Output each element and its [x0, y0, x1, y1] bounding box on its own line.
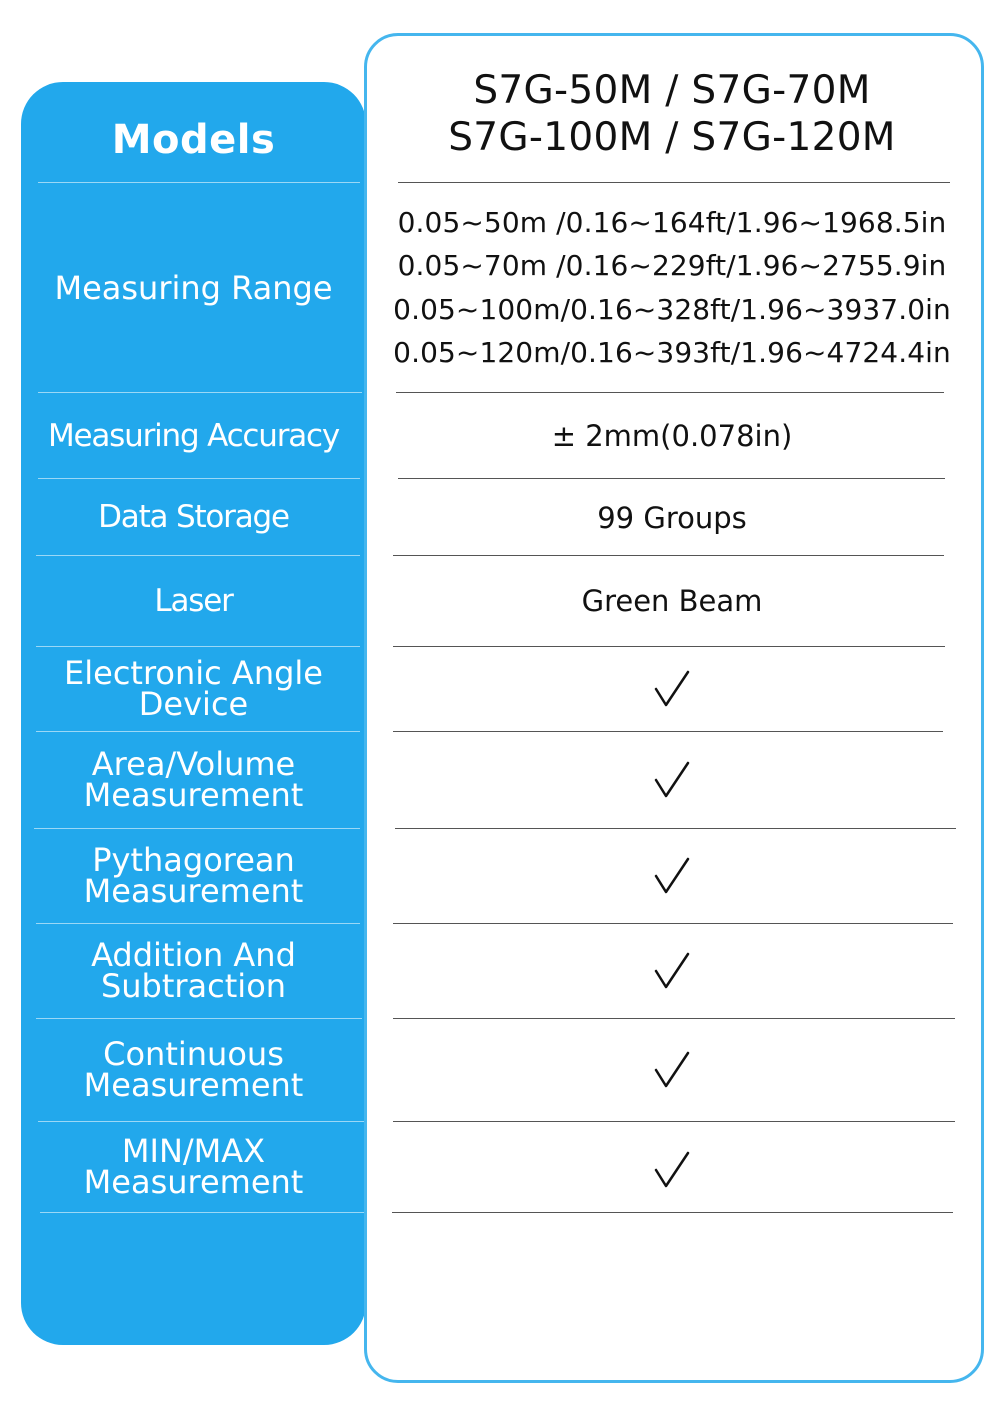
min-max-label: MIN/MAX Measurement — [83, 1132, 304, 1201]
checkmark-icon — [652, 854, 692, 898]
min-max-value-cell — [392, 1122, 952, 1218]
checkmark-icon — [652, 758, 692, 802]
checkmark-icon — [652, 1148, 692, 1192]
measuring-range-value-3: 0.05~100m/0.16~328ft/1.96~3937.0in — [393, 292, 951, 326]
continuous-value-cell — [392, 1019, 952, 1121]
measuring-accuracy-label-cell — [21, 393, 366, 479]
measuring-range-value-2: 0.05~70m /0.16~229ft/1.96~2755.9in — [397, 249, 947, 282]
measuring-accuracy-label: Measuring Accuracy — [47, 417, 340, 454]
models-header-cell — [21, 98, 366, 182]
min-max-label-cell — [21, 1122, 366, 1212]
pythagorean-label-cell — [21, 829, 366, 923]
measuring-range-value-cell — [392, 200, 952, 375]
checkmark-icon — [652, 949, 692, 993]
addition-subtraction-value-cell — [392, 924, 952, 1018]
measuring-range-label: Measuring Range — [54, 268, 333, 307]
measuring-accuracy-value: ± 2mm(0.078in) — [551, 419, 793, 453]
area-volume-label: Area/Volume Measurement — [83, 745, 304, 814]
addition-subtraction-label-cell — [21, 924, 366, 1018]
data-storage-label: Data Storage — [98, 499, 289, 535]
model-names-cell — [392, 64, 952, 164]
laser-label-cell — [21, 556, 366, 646]
models-header-label: Models — [111, 117, 276, 163]
continuous-label-cell — [21, 1019, 366, 1121]
data-storage-label-cell — [21, 479, 366, 556]
area-volume-label-cell — [21, 732, 366, 828]
data-storage-value-cell — [392, 479, 952, 556]
electronic-angle-label-cell — [21, 647, 366, 731]
addition-subtraction-label: Addition And Subtraction — [91, 936, 296, 1005]
checkmark-icon — [652, 667, 692, 711]
laser-value: Green Beam — [581, 584, 763, 618]
model-names-line-1: S7G-50M / S7G-70M — [473, 68, 871, 113]
model-names-line-2: S7G-100M / S7G-120M — [448, 115, 896, 160]
checkmark-icon — [652, 1048, 692, 1092]
laser-value-cell — [392, 556, 952, 646]
measuring-range-value-1: 0.05~50m /0.16~164ft/1.96~1968.5in — [397, 205, 947, 239]
data-storage-value: 99 Groups — [597, 500, 747, 535]
row-divider-right — [398, 182, 950, 183]
continuous-label: Continuous Measurement — [83, 1035, 304, 1104]
pythagorean-label: Pythagorean Measurement — [83, 841, 304, 910]
laser-label: Laser — [154, 582, 233, 619]
pythagorean-value-cell — [392, 829, 952, 923]
electronic-angle-value-cell — [392, 647, 952, 731]
row-divider-left — [40, 1212, 364, 1213]
row-divider-right — [392, 1212, 953, 1213]
measuring-range-value-4: 0.05~120m/0.16~393ft/1.96~4724.4in — [393, 336, 951, 369]
electronic-angle-label: Electronic Angle Device — [64, 654, 323, 723]
measuring-range-label-cell — [21, 183, 366, 393]
measuring-accuracy-value-cell — [392, 393, 952, 479]
area-volume-value-cell — [392, 732, 952, 828]
